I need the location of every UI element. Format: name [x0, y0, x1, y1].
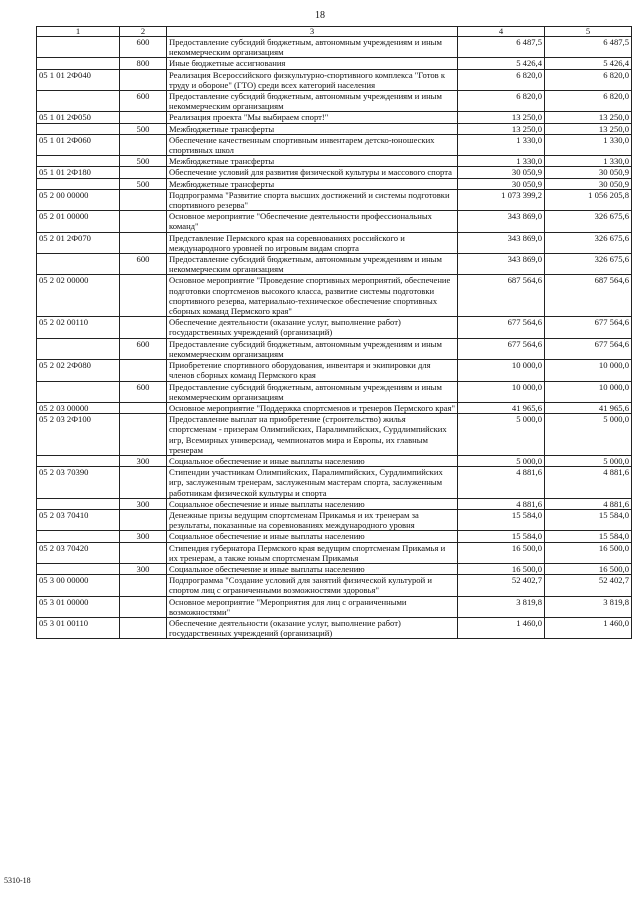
amount-col4-cell: 5 000,0 [458, 414, 545, 456]
code-cell: 05 2 02 00110 [37, 317, 120, 338]
expense-type-cell [120, 317, 167, 338]
expense-type-cell [120, 542, 167, 563]
code-cell: 05 3 00 00000 [37, 575, 120, 596]
code-cell: 05 2 03 00000 [37, 402, 120, 413]
table-row [37, 509, 632, 530]
amount-col5-cell: 15 584,0 [545, 509, 632, 530]
amount-col4-cell: 677 564,6 [458, 338, 545, 359]
table-row [37, 167, 632, 178]
table-row [37, 542, 632, 563]
expense-type-cell: 600 [120, 254, 167, 275]
expense-type-cell: 300 [120, 455, 167, 466]
amount-col4-cell: 13 250,0 [458, 112, 545, 123]
code-cell [37, 91, 120, 112]
amount-col5-cell: 16 500,0 [545, 542, 632, 563]
amount-col4-cell: 10 000,0 [458, 360, 545, 381]
table-row [37, 531, 632, 542]
header-col-2: 2 [120, 27, 167, 37]
header-col-4: 4 [458, 27, 545, 37]
code-cell [37, 254, 120, 275]
amount-col5-cell: 16 500,0 [545, 563, 632, 574]
item-name-cell: Социальное обеспечение и иные выплаты населению [167, 455, 458, 466]
expense-type-cell: 300 [120, 563, 167, 574]
code-cell: 05 1 01 2Ф050 [37, 112, 120, 123]
table-row [37, 254, 632, 275]
amount-col5-cell: 4 881,6 [545, 498, 632, 509]
expense-type-cell [120, 617, 167, 638]
amount-col4-cell: 5 426,4 [458, 58, 545, 69]
code-cell [37, 381, 120, 402]
amount-col5-cell: 5 000,0 [545, 414, 632, 456]
amount-col5-cell: 6 487,5 [545, 37, 632, 58]
amount-col5-cell: 15 584,0 [545, 531, 632, 542]
table-row [37, 575, 632, 596]
amount-col4-cell: 4 881,6 [458, 467, 545, 499]
amount-col4-cell: 343 869,0 [458, 254, 545, 275]
table-row [37, 617, 632, 638]
code-cell [37, 531, 120, 542]
expense-type-cell [120, 189, 167, 210]
amount-col5-cell: 677 564,6 [545, 317, 632, 338]
amount-col4-cell: 6 820,0 [458, 69, 545, 90]
table-row [37, 123, 632, 134]
item-name-cell: Межбюджетные трансферты [167, 123, 458, 134]
table-body [37, 37, 632, 639]
expense-type-cell [120, 275, 167, 317]
expense-type-cell [120, 69, 167, 90]
code-cell: 05 2 00 00000 [37, 189, 120, 210]
amount-col5-cell: 326 675,6 [545, 232, 632, 253]
code-cell: 05 2 03 70390 [37, 467, 120, 499]
code-cell [37, 338, 120, 359]
table-row [37, 37, 632, 58]
code-cell [37, 123, 120, 134]
code-cell [37, 563, 120, 574]
item-name-cell: Подпрограмма "Развитие спорта высших достижений и системы подготовки спортивного резерва" [167, 189, 458, 210]
amount-col5-cell: 13 250,0 [545, 123, 632, 134]
table-row [37, 91, 632, 112]
code-cell [37, 37, 120, 58]
amount-col4-cell: 343 869,0 [458, 232, 545, 253]
expense-type-cell [120, 467, 167, 499]
table-row [37, 455, 632, 466]
amount-col4-cell: 343 869,0 [458, 211, 545, 232]
code-cell: 05 2 02 2Ф080 [37, 360, 120, 381]
amount-col4-cell: 41 965,6 [458, 402, 545, 413]
item-name-cell: Основное мероприятие "Мероприятия для лиц с ограниченными возможностями" [167, 596, 458, 617]
footer-code: 5310-18 [4, 876, 31, 885]
item-name-cell: Денежные призы ведущим спортсменам Прикамья и их тренерам за результаты, показанные на соревнованиях международного уровня [167, 509, 458, 530]
amount-col4-cell: 30 050,9 [458, 178, 545, 189]
code-cell [37, 178, 120, 189]
amount-col5-cell: 6 820,0 [545, 91, 632, 112]
expense-type-cell: 300 [120, 498, 167, 509]
amount-col4-cell: 1 460,0 [458, 617, 545, 638]
table-row [37, 189, 632, 210]
amount-col4-cell: 30 050,9 [458, 167, 545, 178]
code-cell: 05 2 03 2Ф100 [37, 414, 120, 456]
code-cell [37, 455, 120, 466]
amount-col5-cell: 326 675,6 [545, 254, 632, 275]
amount-col5-cell: 52 402,7 [545, 575, 632, 596]
code-cell: 05 2 03 70420 [37, 542, 120, 563]
table-row [37, 338, 632, 359]
table-row [37, 69, 632, 90]
item-name-cell: Предоставление субсидий бюджетным, автономным учреждениям и иным некоммерческим организациям [167, 338, 458, 359]
table-row [37, 178, 632, 189]
table-row [37, 467, 632, 499]
item-name-cell: Социальное обеспечение и иные выплаты населению [167, 531, 458, 542]
item-name-cell: Социальное обеспечение и иные выплаты населению [167, 563, 458, 574]
page-number: 18 [315, 10, 325, 21]
amount-col4-cell: 10 000,0 [458, 381, 545, 402]
code-cell: 05 2 03 70410 [37, 509, 120, 530]
expense-type-cell: 600 [120, 338, 167, 359]
table-row [37, 156, 632, 167]
expense-type-cell [120, 112, 167, 123]
expense-type-cell [120, 575, 167, 596]
amount-col5-cell: 13 250,0 [545, 112, 632, 123]
item-name-cell: Приобретение спортивного оборудования, инвентаря и экипировки для членов сборных команд Пермского края [167, 360, 458, 381]
amount-col4-cell: 16 500,0 [458, 542, 545, 563]
expense-type-cell: 600 [120, 381, 167, 402]
expense-type-cell: 500 [120, 123, 167, 134]
amount-col5-cell: 3 819,8 [545, 596, 632, 617]
header-row [37, 27, 632, 37]
amount-col4-cell: 687 564,6 [458, 275, 545, 317]
table-row [37, 275, 632, 317]
expense-type-cell [120, 509, 167, 530]
table-row [37, 112, 632, 123]
expense-type-cell [120, 167, 167, 178]
amount-col5-cell: 5 426,4 [545, 58, 632, 69]
expense-type-cell: 300 [120, 531, 167, 542]
amount-col5-cell: 677 564,6 [545, 338, 632, 359]
code-cell: 05 1 01 2Ф040 [37, 69, 120, 90]
table-row [37, 381, 632, 402]
item-name-cell: Представление Пермского края на соревнованиях российского и международного уровней по игровым видам спорта [167, 232, 458, 253]
amount-col4-cell: 15 584,0 [458, 509, 545, 530]
amount-col4-cell: 5 000,0 [458, 455, 545, 466]
amount-col5-cell: 5 000,0 [545, 455, 632, 466]
expense-type-cell: 800 [120, 58, 167, 69]
table-row [37, 360, 632, 381]
amount-col4-cell: 1 330,0 [458, 134, 545, 155]
expense-type-cell [120, 596, 167, 617]
code-cell: 05 3 01 00000 [37, 596, 120, 617]
code-cell [37, 58, 120, 69]
amount-col4-cell: 52 402,7 [458, 575, 545, 596]
expense-type-cell: 600 [120, 37, 167, 58]
budget-table [36, 26, 632, 639]
expense-type-cell [120, 414, 167, 456]
amount-col5-cell: 1 056 205,8 [545, 189, 632, 210]
item-name-cell: Предоставление выплат на приобретение (строительство) жилья спортсменам - призерам Олимпийских, Паралимпийских, Сурдлимпийских игр, Всемирных универсиад, чемпионатов мира и Европы, их главным тренерам [167, 414, 458, 456]
expense-type-cell: 600 [120, 91, 167, 112]
code-cell: 05 2 02 00000 [37, 275, 120, 317]
item-name-cell: Социальное обеспечение и иные выплаты населению [167, 498, 458, 509]
header-col-3: 3 [167, 27, 458, 37]
table-row [37, 596, 632, 617]
table-row [37, 58, 632, 69]
table-row [37, 232, 632, 253]
item-name-cell: Иные бюджетные ассигнования [167, 58, 458, 69]
code-cell [37, 156, 120, 167]
code-cell [37, 498, 120, 509]
item-name-cell: Предоставление субсидий бюджетным, автономным учреждениям и иным некоммерческим организациям [167, 91, 458, 112]
header-col-1: 1 [37, 27, 120, 37]
amount-col5-cell: 30 050,9 [545, 178, 632, 189]
table-row [37, 498, 632, 509]
amount-col5-cell: 41 965,6 [545, 402, 632, 413]
item-name-cell: Предоставление субсидий бюджетным, автономным учреждениям и иным некоммерческим организациям [167, 381, 458, 402]
amount-col5-cell: 1 330,0 [545, 156, 632, 167]
table-row [37, 317, 632, 338]
amount-col5-cell: 326 675,6 [545, 211, 632, 232]
item-name-cell: Предоставление субсидий бюджетным, автономным учреждениям и иным некоммерческим организациям [167, 254, 458, 275]
table-row [37, 414, 632, 456]
item-name-cell: Обеспечение качественным спортивным инвентарем детско-юношеских спортивных школ [167, 134, 458, 155]
table-row [37, 563, 632, 574]
item-name-cell: Межбюджетные трансферты [167, 156, 458, 167]
code-cell: 05 2 01 00000 [37, 211, 120, 232]
amount-col4-cell: 4 881,6 [458, 498, 545, 509]
amount-col4-cell: 6 820,0 [458, 91, 545, 112]
item-name-cell: Реализация Всероссийского физкультурно-спортивного комплекса "Готов к труду и обороне" (ГТО) среди всех категорий населения [167, 69, 458, 90]
amount-col5-cell: 10 000,0 [545, 360, 632, 381]
table-row [37, 211, 632, 232]
expense-type-cell [120, 211, 167, 232]
amount-col5-cell: 10 000,0 [545, 381, 632, 402]
amount-col4-cell: 677 564,6 [458, 317, 545, 338]
amount-col5-cell: 1 330,0 [545, 134, 632, 155]
expense-type-cell [120, 402, 167, 413]
table-row [37, 402, 632, 413]
amount-col4-cell: 6 487,5 [458, 37, 545, 58]
item-name-cell: Реализация проекта "Мы выбираем спорт!" [167, 112, 458, 123]
expense-type-cell [120, 360, 167, 381]
expense-type-cell [120, 134, 167, 155]
amount-col5-cell: 30 050,9 [545, 167, 632, 178]
item-name-cell: Межбюджетные трансферты [167, 178, 458, 189]
amount-col5-cell: 6 820,0 [545, 69, 632, 90]
item-name-cell: Стипендия губернатора Пермского края ведущим спортсменам Прикамья и их тренерам, а также юным спортсменам Прикамья [167, 542, 458, 563]
item-name-cell: Обеспечение деятельности (оказание услуг, выполнение работ) государственных учреждений (организаций) [167, 617, 458, 638]
code-cell: 05 1 01 2Ф060 [37, 134, 120, 155]
code-cell: 05 3 01 00110 [37, 617, 120, 638]
item-name-cell: Предоставление субсидий бюджетным, автономным учреждениям и иным некоммерческим организациям [167, 37, 458, 58]
item-name-cell: Обеспечение условий для развития физической культуры и массового спорта [167, 167, 458, 178]
amount-col5-cell: 4 881,6 [545, 467, 632, 499]
code-cell: 05 2 01 2Ф070 [37, 232, 120, 253]
amount-col4-cell: 1 330,0 [458, 156, 545, 167]
amount-col4-cell: 15 584,0 [458, 531, 545, 542]
item-name-cell: Основное мероприятие "Обеспечение деятельности профессиональных команд" [167, 211, 458, 232]
amount-col4-cell: 1 073 399,2 [458, 189, 545, 210]
item-name-cell: Основное мероприятие "Поддержка спортсменов и тренеров Пермского края" [167, 402, 458, 413]
item-name-cell: Основное мероприятие "Проведение спортивных мероприятий, обеспечение подготовки спортсменов высокого класса, развитие системы подготовки спортивного резерва, материально-техническое обеспечение спортивных сборных команд Пермского края" [167, 275, 458, 317]
item-name-cell: Обеспечение деятельности (оказание услуг, выполнение работ) государственных учреждений (организаций) [167, 317, 458, 338]
amount-col4-cell: 16 500,0 [458, 563, 545, 574]
amount-col5-cell: 1 460,0 [545, 617, 632, 638]
header-col-5: 5 [545, 27, 632, 37]
item-name-cell: Подпрограмма "Создание условий для занятий физической культурой и спортом лиц с ограниченными возможностями здоровья" [167, 575, 458, 596]
table-row [37, 134, 632, 155]
amount-col4-cell: 13 250,0 [458, 123, 545, 134]
expense-type-cell: 500 [120, 178, 167, 189]
amount-col4-cell: 3 819,8 [458, 596, 545, 617]
item-name-cell: Стипендии участникам Олимпийских, Паралимпийских, Сурдлимпийских игр, заслуженным тренерам, заслуженным мастерам спорта, заслуженным работникам физической культуры и спорта [167, 467, 458, 499]
code-cell: 05 1 01 2Ф180 [37, 167, 120, 178]
amount-col5-cell: 687 564,6 [545, 275, 632, 317]
expense-type-cell: 500 [120, 156, 167, 167]
expense-type-cell [120, 232, 167, 253]
